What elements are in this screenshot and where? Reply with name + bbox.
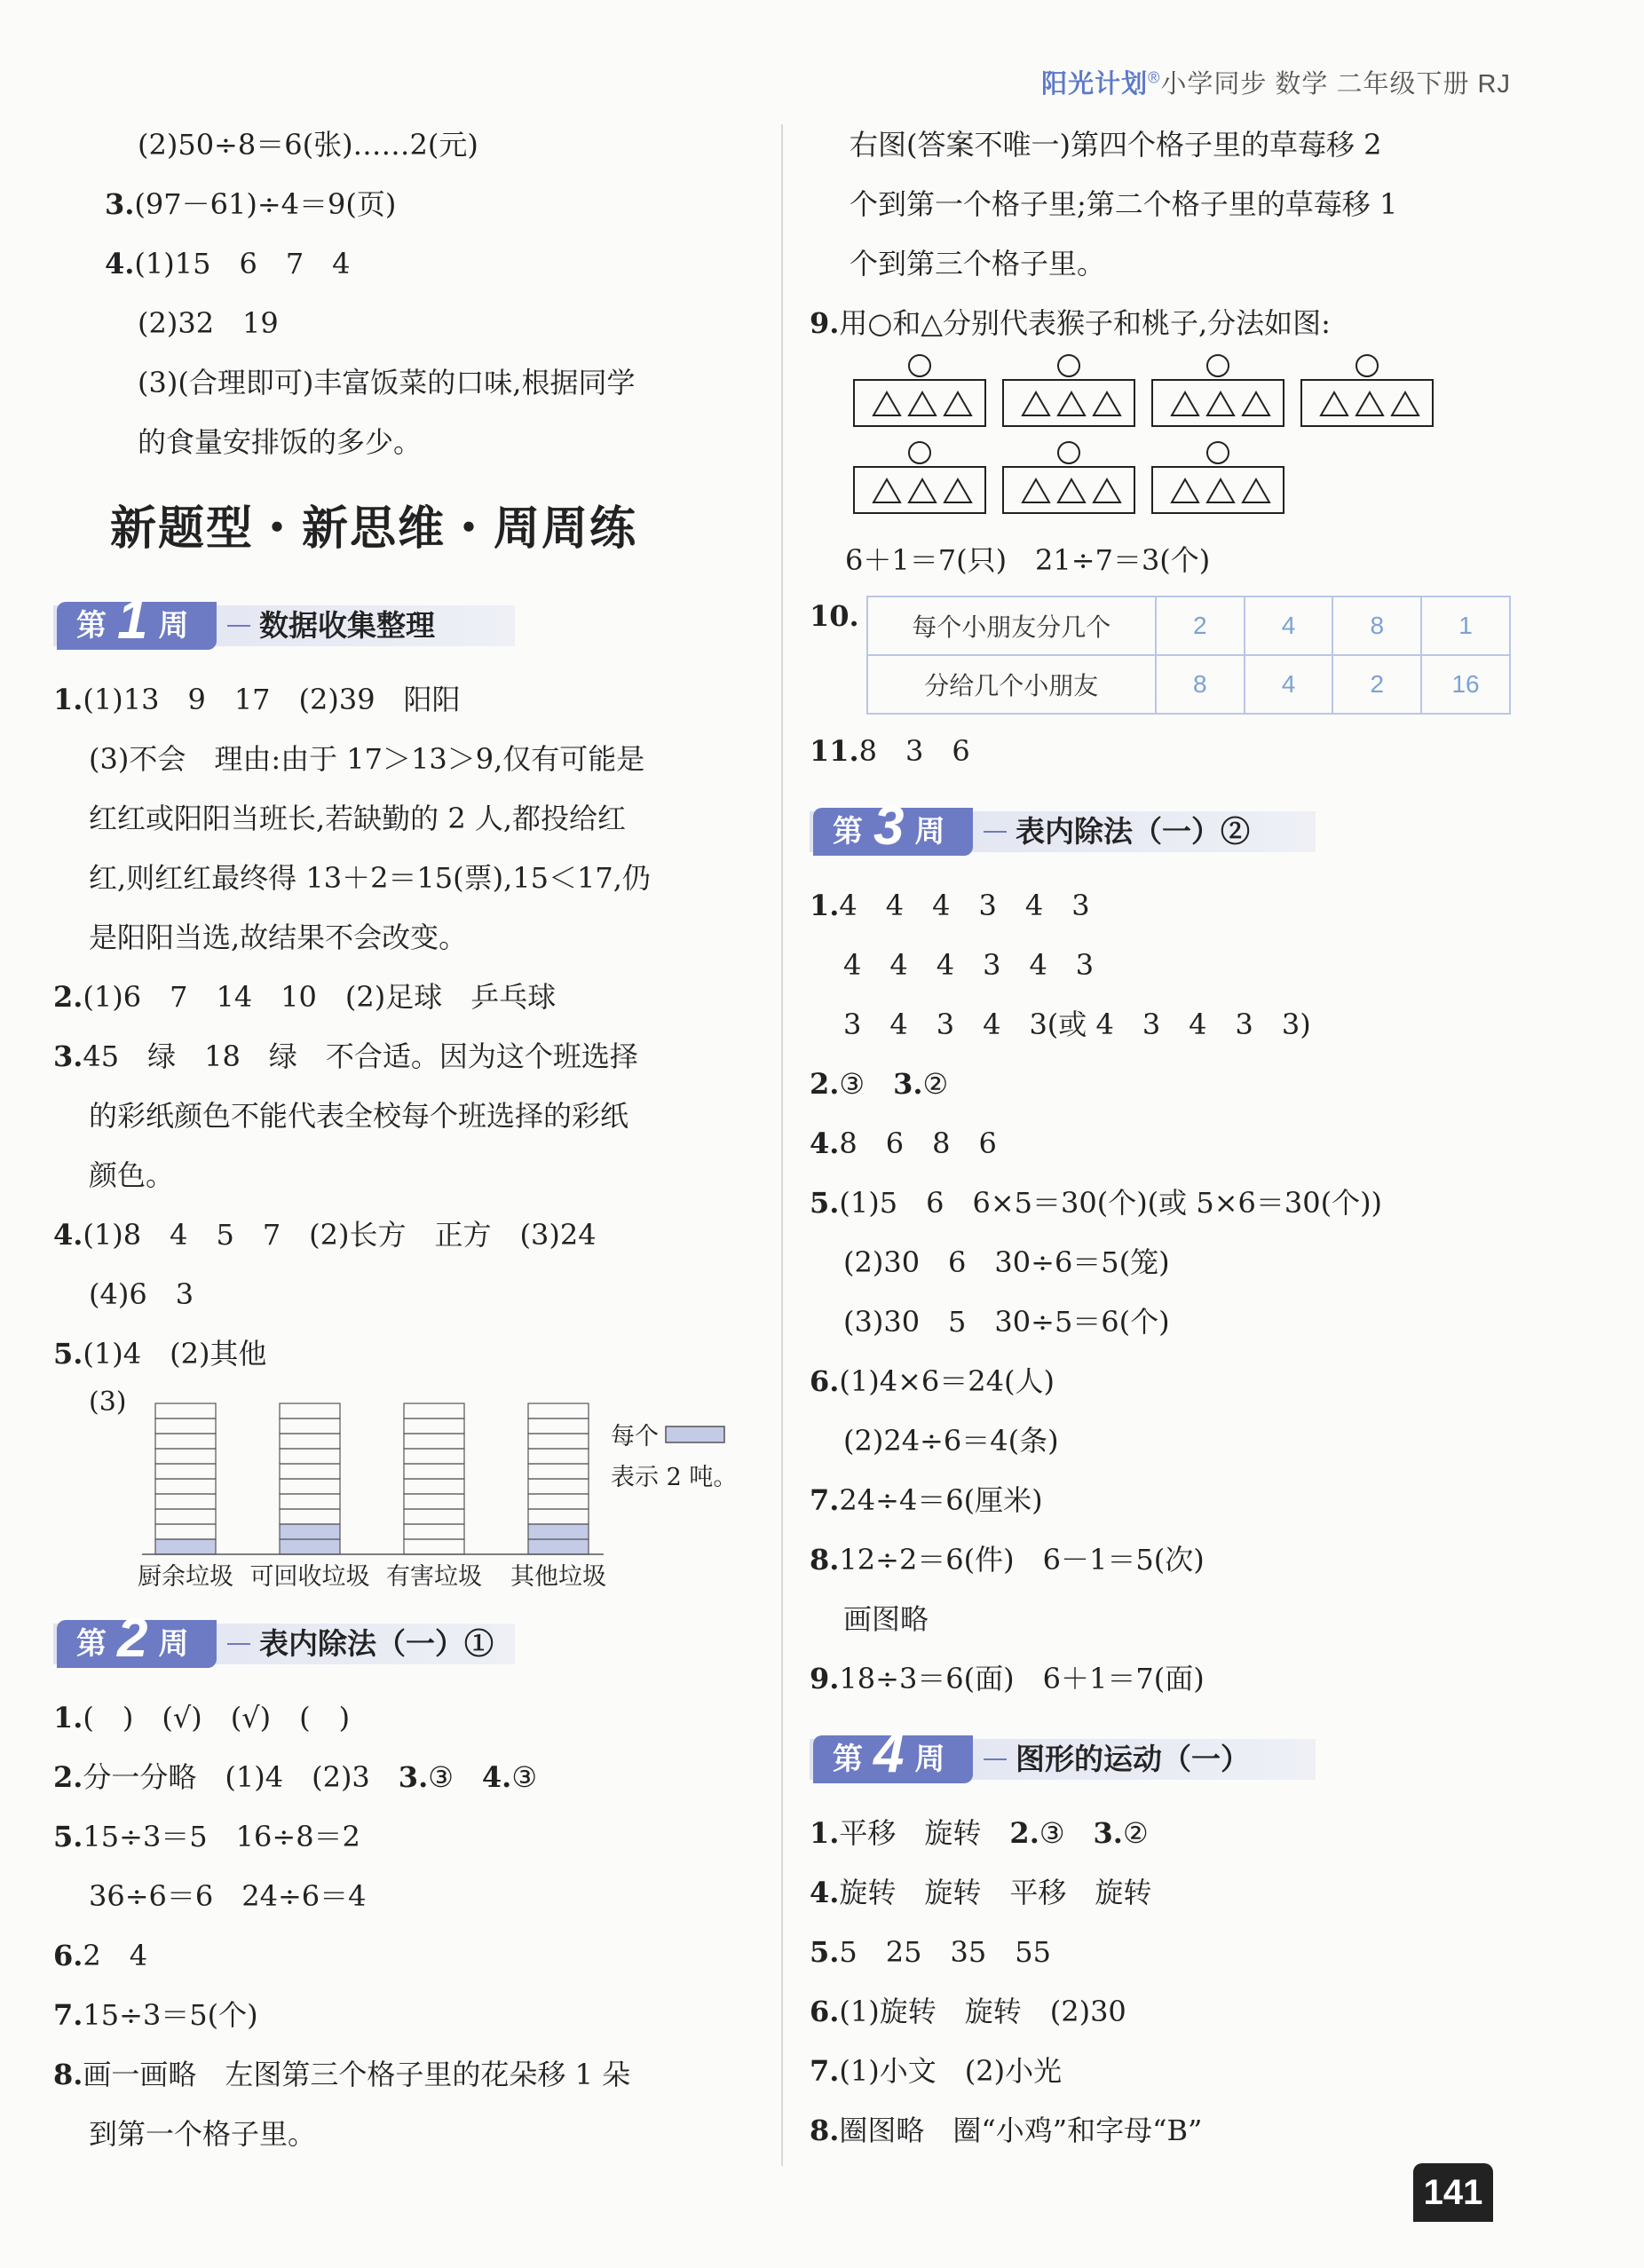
- bar-empty-cell: [155, 1418, 216, 1434]
- peach-triangle-icon: [1356, 392, 1383, 415]
- week-number: 2: [117, 1608, 148, 1670]
- answer-line: [810, 1649, 1511, 1709]
- bar-empty-cell: [404, 1479, 464, 1494]
- answer-text: 12÷2＝6(件) 6－1＝5(次): [839, 1543, 1205, 1577]
- column-divider: [781, 124, 783, 2166]
- answer-line: (3)不会 理由:由于 17＞13＞9,仅有可能是: [89, 742, 645, 776]
- table-cell: 4: [1245, 655, 1333, 714]
- bar-empty-cell: [280, 1434, 340, 1449]
- week-tag: [813, 1723, 973, 1785]
- bar-empty-cell: [528, 1449, 589, 1464]
- week-3-heading: [810, 792, 1511, 876]
- answer-line: [810, 1352, 1511, 1411]
- answer-text: 圈图略 圈“小鸡”和字母“B”: [839, 2114, 1203, 2147]
- answer-text: 分一分略 (1)4 (2)3: [83, 1760, 399, 1794]
- bar-empty-cell: [155, 1403, 216, 1418]
- peach-triangle-icon: [1243, 479, 1269, 502]
- answer-line: 画图略: [843, 1602, 929, 1636]
- question-number: 2.: [53, 980, 83, 1014]
- monkey-group: [1003, 355, 1134, 426]
- group-box: [1152, 380, 1284, 426]
- peach-triangle-icon: [1243, 392, 1269, 415]
- question-number: 1.: [810, 1816, 840, 1850]
- question-number: 4.: [810, 1876, 840, 1909]
- question-number: 5.: [810, 1186, 840, 1220]
- peach-triangle-icon: [873, 392, 900, 415]
- answer-line: 3 4 3 4 3(或 4 3 4 3 3): [843, 1008, 1311, 1041]
- week-2-heading: [53, 1604, 763, 1688]
- answer-line: [53, 1027, 763, 1087]
- legend-text: 表示 2 吨。: [611, 1464, 738, 1491]
- answer-text: (97－61)÷4＝9(页): [134, 187, 397, 221]
- monkey-circle-icon: [1356, 355, 1378, 376]
- question-number: 3.: [1093, 1816, 1123, 1850]
- answer-text: 24÷4＝6(厘米): [839, 1483, 1043, 1517]
- table-cell: 1: [1421, 597, 1510, 655]
- answer-text: 5 25 35 55: [839, 1935, 1051, 1969]
- bar-empty-cell: [404, 1449, 464, 1464]
- question-number: 3.: [53, 1039, 83, 1073]
- group-box: [854, 380, 985, 426]
- answer-text: 用○和△分别代表猴子和桃子,分法如图:: [839, 306, 1331, 340]
- question-number: 6.: [53, 1939, 83, 1972]
- answer-line: [53, 1986, 763, 2045]
- answer-line: 的食量安排饭的多少。: [138, 425, 423, 459]
- week-label: 第: [76, 609, 107, 643]
- question-number: 1.: [53, 1701, 83, 1735]
- chart-category-labels: [138, 1563, 606, 1591]
- question-number: 4.: [105, 247, 135, 281]
- answer-line: [810, 1114, 1511, 1174]
- answer-text: (1)6 7 14 10 (2)足球 乒乓球: [83, 980, 557, 1014]
- peach-triangle-icon: [1094, 392, 1120, 415]
- answer-line: 是阳阳当选,故结果不会改变。: [89, 921, 468, 954]
- bar-filled-cell: [528, 1539, 589, 1554]
- week-4-heading: [810, 1719, 1511, 1804]
- answer-text: ③: [511, 1760, 537, 1794]
- division-table: [866, 596, 1511, 715]
- monkey-group: [854, 355, 985, 426]
- answer-line: [53, 1807, 763, 1867]
- answer-text: 画一画略 左图第三个格子里的花朵移 1 朵: [83, 2058, 631, 2091]
- monkey-group: [854, 442, 985, 513]
- bar-empty-cell: [155, 1524, 216, 1539]
- monkey-peach-diagram: [845, 353, 1466, 531]
- question-number: 8.: [810, 1543, 840, 1577]
- bar-empty-cell: [404, 1434, 464, 1449]
- week-tag: [57, 1608, 217, 1670]
- bar-filled-cell: [528, 1524, 589, 1539]
- answer-text: ③: [839, 1067, 894, 1101]
- answer-line: [53, 1748, 763, 1807]
- monkey-circle-icon: [909, 442, 930, 463]
- answer-line: 红,则红红最终得 13＋2＝15(票),15＜17,仍: [89, 861, 651, 895]
- week-number: 3: [873, 795, 905, 857]
- answer-line: [53, 1324, 763, 1384]
- peach-triangle-icon: [1321, 392, 1348, 415]
- answer-text: (1)4×6＝24(人): [839, 1364, 1055, 1398]
- answer-line: [810, 876, 1511, 936]
- arrow-icon: [984, 1758, 1007, 1760]
- answer-line: [810, 1863, 1511, 1923]
- peach-triangle-icon: [1023, 392, 1049, 415]
- answer-line: (2)32 19: [138, 306, 279, 340]
- question-number: 8.: [53, 2058, 83, 2091]
- peach-triangle-icon: [1392, 392, 1419, 415]
- arrow-icon: [984, 831, 1007, 833]
- monkey-circle-icon: [909, 355, 930, 376]
- sub-question-label: (3): [89, 1387, 127, 1418]
- right-column: [810, 115, 1511, 2161]
- answer-line: [53, 968, 763, 1027]
- peach-triangle-icon: [1094, 479, 1120, 502]
- question-number: 8.: [810, 2114, 840, 2147]
- question-number: 3.: [398, 1760, 429, 1794]
- table-cell: 16: [1421, 655, 1510, 714]
- answer-text: 4 4 4 3 4 3: [839, 889, 1090, 922]
- group-box: [1003, 380, 1134, 426]
- question-number: 6.: [810, 1364, 840, 1398]
- peach-triangle-icon: [945, 392, 971, 415]
- week-label: 周: [158, 1627, 189, 1661]
- bar-empty-cell: [528, 1403, 589, 1418]
- answer-text: (1)旋转 旋转 (2)30: [839, 1995, 1126, 2028]
- peach-triangle-icon: [1207, 479, 1234, 502]
- answer-text: ②: [922, 1067, 949, 1101]
- peach-triangle-icon: [945, 479, 971, 502]
- answer-line: 6＋1＝7(只) 21÷7＝3(个): [845, 543, 1211, 577]
- group-box: [1003, 467, 1134, 513]
- monkey-group: [1003, 442, 1134, 513]
- bar-empty-cell: [155, 1509, 216, 1524]
- bar-empty-cell: [528, 1464, 589, 1479]
- question-number: 9.: [810, 1662, 840, 1695]
- peach-triangle-icon: [1058, 479, 1085, 502]
- row-header: 分给几个小朋友: [867, 655, 1156, 714]
- category-label: 有害垃圾: [386, 1563, 482, 1591]
- monkey-circle-icon: [1058, 355, 1079, 376]
- group-box: [1301, 380, 1433, 426]
- question-number: 5.: [53, 1337, 83, 1371]
- category-label: 其他垃圾: [510, 1563, 606, 1591]
- bar-filled-cell: [155, 1539, 216, 1554]
- bar-empty-cell: [280, 1418, 340, 1434]
- answer-text: 45 绿 18 绿 不合适。因为这个班选择: [83, 1039, 638, 1073]
- week-label: 第: [833, 815, 863, 849]
- answer-line: (2)24÷6＝4(条): [843, 1424, 1059, 1458]
- peach-triangle-icon: [909, 392, 936, 415]
- answer-line: [53, 1688, 763, 1748]
- monkey-group: [1301, 355, 1433, 426]
- monkey-group: [1152, 442, 1284, 513]
- answer-text: ③: [428, 1760, 482, 1794]
- question-number: 5.: [810, 1935, 840, 1969]
- answer-text: 2 4: [83, 1939, 148, 1972]
- question-number: 9.: [810, 306, 840, 340]
- answer-line: (3)(合理即可)丰富饭菜的口味,根据同学: [138, 366, 636, 399]
- peach-triangle-icon: [1023, 479, 1049, 502]
- answer-text: (1)5 6 6×5＝30(个)(或 5×6＝30(个)): [839, 1186, 1383, 1220]
- bar-empty-cell: [528, 1418, 589, 1434]
- peach-triangle-icon: [1058, 392, 1085, 415]
- peach-triangle-icon: [1207, 392, 1234, 415]
- bar-empty-cell: [404, 1524, 464, 1539]
- week-label: 周: [914, 1742, 945, 1776]
- question-number: 1.: [810, 889, 840, 922]
- table-cell: 2: [1156, 597, 1245, 655]
- answer-line: [810, 294, 1511, 353]
- group-box: [854, 467, 985, 513]
- question-number: 3.: [893, 1067, 923, 1101]
- answer-line: 的彩纸颜色不能代表全校每个班选择的彩纸: [89, 1099, 629, 1133]
- answer-line: 个到第三个格子里。: [850, 247, 1106, 281]
- week-number: 1: [117, 589, 148, 652]
- chart-bars: [142, 1403, 604, 1554]
- answer-text: 15÷3＝5 16÷8＝2: [83, 1820, 360, 1853]
- registered-mark: ®: [1148, 68, 1161, 87]
- question-number: 4.: [810, 1126, 840, 1160]
- garbage-bar-chart: [53, 1384, 746, 1593]
- monkey-circle-icon: [1207, 442, 1229, 463]
- bar-empty-cell: [280, 1403, 340, 1418]
- week-title: 图形的运动（一）: [1016, 1742, 1250, 1775]
- answer-text: ③: [1039, 1816, 1094, 1850]
- bar-empty-cell: [280, 1509, 340, 1524]
- answer-line: [810, 1923, 1511, 1982]
- answer-text: (1)15 6 7 4: [134, 247, 351, 281]
- bar-empty-cell: [528, 1494, 589, 1509]
- answer-text: (1)13 9 17 (2)39 阳阳: [83, 683, 461, 716]
- answer-text: ②: [1122, 1816, 1149, 1850]
- question-10: [810, 590, 1511, 722]
- answer-text: ( ) (√) (√) ( ): [83, 1701, 351, 1735]
- question-number: 11.: [810, 734, 859, 768]
- peach-triangle-icon: [1172, 392, 1198, 415]
- table-cell: 2: [1332, 655, 1421, 714]
- answer-line: (2)30 6 30÷6＝5(笼): [843, 1245, 1170, 1279]
- question-number: 2.: [53, 1760, 83, 1794]
- table-cell: 4: [1245, 597, 1333, 655]
- answer-line: [810, 1055, 1511, 1114]
- answer-line: 36÷6＝6 24÷6＝4: [89, 1879, 367, 1913]
- answer-line: (3)30 5 30÷5＝6(个): [843, 1305, 1170, 1339]
- row-header: 每个小朋友分几个: [867, 597, 1156, 655]
- answer-line: [53, 175, 763, 234]
- group-box: [1152, 467, 1284, 513]
- answer-text: (1)4 (2)其他: [83, 1337, 267, 1371]
- bar-empty-cell: [155, 1449, 216, 1464]
- bar-empty-cell: [280, 1494, 340, 1509]
- answer-line: 到第一个格子里。: [89, 2117, 317, 2151]
- bar-empty-cell: [404, 1509, 464, 1524]
- week-1-heading: [53, 586, 763, 670]
- answer-text: 18÷3＝6(面) 6＋1＝7(面): [839, 1662, 1205, 1695]
- answer-line: [53, 1205, 763, 1265]
- arrow-icon: [227, 625, 250, 627]
- answer-line: [810, 1804, 1511, 1863]
- answer-line: [53, 2045, 763, 2105]
- bar-filled-cell: [280, 1539, 340, 1554]
- answer-line: 4 4 4 3 4 3: [843, 948, 1095, 982]
- bar-column: [404, 1403, 464, 1554]
- bar-column: [528, 1403, 589, 1554]
- peach-triangle-icon: [909, 479, 936, 502]
- answer-line: 右图(答案不唯一)第四个格子里的草莓移 2: [850, 128, 1382, 162]
- answer-line: (2)50÷8＝6(张)……2(元): [138, 128, 478, 162]
- bar-empty-cell: [404, 1464, 464, 1479]
- answer-line: 个到第一个格子里;第二个格子里的草莓移 1: [850, 187, 1398, 221]
- table-row: [867, 597, 1510, 655]
- question-number: 1.: [53, 683, 83, 716]
- bar-column: [155, 1403, 216, 1554]
- bar-empty-cell: [528, 1509, 589, 1524]
- answer-line: [53, 670, 763, 730]
- answer-line: [810, 1982, 1511, 2042]
- question-number: 4.: [481, 1760, 512, 1794]
- question-number: 4.: [53, 1218, 83, 1252]
- bar-empty-cell: [155, 1479, 216, 1494]
- bar-empty-cell: [404, 1418, 464, 1434]
- question-number: 7.: [810, 1483, 840, 1517]
- legend-swatch: [666, 1426, 724, 1442]
- category-label: 厨余垃圾: [138, 1563, 233, 1591]
- bar-column: [280, 1403, 340, 1554]
- answer-text: 15÷3＝5(个): [83, 1998, 258, 2032]
- question-number: 2.: [1009, 1816, 1039, 1850]
- question-number: 6.: [810, 1995, 840, 2028]
- page-header: [1041, 64, 1511, 100]
- answer-text: (1)小文 (2)小光: [839, 2054, 1063, 2088]
- book-subtitle: 小学同步 数学 二年级下册 RJ: [1160, 70, 1511, 99]
- monkey-circle-icon: [1207, 355, 1229, 376]
- answer-text: 8 6 8 6: [839, 1126, 997, 1160]
- answer-line: (4)6 3: [89, 1277, 194, 1311]
- week-title: 表内除法（一）①: [259, 1627, 494, 1660]
- table-row: [867, 655, 1510, 714]
- table-cell: 8: [1156, 655, 1245, 714]
- week-label: 第: [76, 1627, 107, 1661]
- legend-text: 每个: [611, 1423, 659, 1450]
- week-tag: [813, 795, 973, 857]
- answer-line: [810, 1174, 1511, 1233]
- bar-empty-cell: [404, 1403, 464, 1418]
- answer-text: 旋转 旋转 平移 旋转: [839, 1876, 1152, 1909]
- week-tag: [57, 589, 217, 652]
- brand-name: 阳光计划: [1041, 70, 1149, 99]
- answer-text: 8 3 6: [858, 734, 970, 768]
- bar-empty-cell: [280, 1479, 340, 1494]
- bar-empty-cell: [404, 1539, 464, 1554]
- table-cell: 8: [1332, 597, 1421, 655]
- question-number: 5.: [53, 1820, 83, 1853]
- bar-empty-cell: [155, 1434, 216, 1449]
- question-number: 2.: [810, 1067, 840, 1101]
- answer-line: [53, 1926, 763, 1986]
- peach-triangle-icon: [873, 479, 900, 502]
- bar-empty-cell: [280, 1464, 340, 1479]
- bar-empty-cell: [155, 1494, 216, 1509]
- monkey-circle-icon: [1058, 442, 1079, 463]
- answer-line: 红红或阳阳当班长,若缺勤的 2 人,都投给红: [89, 802, 627, 835]
- bar-empty-cell: [404, 1494, 464, 1509]
- week-label: 周: [158, 609, 189, 643]
- answer-line: [810, 2101, 1511, 2161]
- category-label: 可回收垃圾: [249, 1563, 370, 1591]
- bar-empty-cell: [528, 1479, 589, 1494]
- question-number: 3.: [105, 187, 135, 221]
- peach-triangle-icon: [1172, 479, 1198, 502]
- week-title: 表内除法（一）②: [1016, 815, 1250, 848]
- answer-text: 平移 旋转: [839, 1816, 1010, 1850]
- bar-empty-cell: [528, 1434, 589, 1449]
- bar-filled-cell: [280, 1524, 340, 1539]
- bar-empty-cell: [280, 1449, 340, 1464]
- left-column: [53, 115, 763, 2164]
- arrow-icon: [227, 1643, 250, 1645]
- week-label: 第: [833, 1742, 863, 1776]
- answer-line: [810, 1471, 1511, 1530]
- question-number: 7.: [53, 1998, 83, 2032]
- answer-line: 颜色。: [89, 1158, 175, 1192]
- question-number: 10.: [810, 599, 859, 633]
- week-label: 周: [914, 815, 945, 849]
- answer-line: [53, 234, 763, 294]
- week-number: 4: [873, 1723, 905, 1785]
- answer-line: [810, 722, 1511, 781]
- section-title: 新题型・新思维・周周练: [110, 502, 638, 556]
- page-number: 141: [1413, 2163, 1493, 2222]
- answer-text: (1)8 4 5 7 (2)长方 正方 (3)24: [83, 1218, 597, 1252]
- answer-line: [810, 2042, 1511, 2101]
- monkey-group: [1152, 355, 1284, 426]
- question-number: 7.: [810, 2054, 840, 2088]
- answer-line: [810, 1530, 1511, 1590]
- week-title: 数据收集整理: [259, 609, 435, 642]
- bar-empty-cell: [155, 1464, 216, 1479]
